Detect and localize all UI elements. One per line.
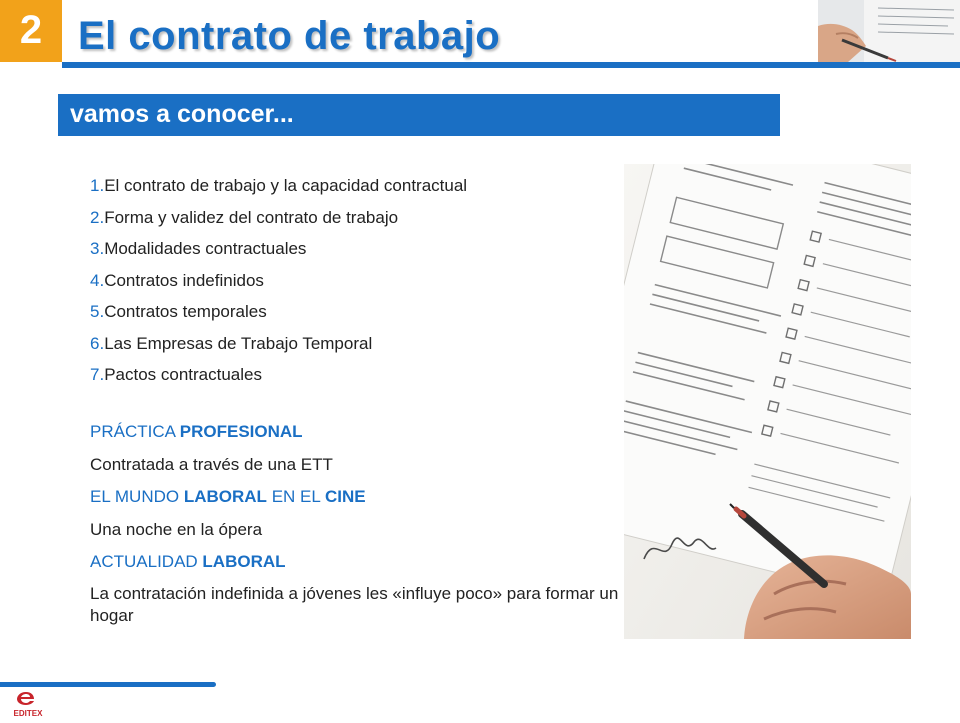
contents-item[interactable] (90, 170, 467, 202)
item-label: Contratos indefinidos (104, 270, 264, 290)
contents-item[interactable] (90, 233, 467, 265)
cine-heading-bold-2: CINE (324, 487, 366, 506)
actualidad-heading (90, 546, 620, 579)
cine-heading (90, 481, 620, 514)
contents-item[interactable] (90, 202, 467, 234)
cine-heading-light-2: EN EL (271, 487, 321, 506)
contents-item[interactable] (90, 265, 467, 297)
section-title: vamos a conocer... (70, 100, 294, 128)
chapter-number: 2 (19, 8, 43, 52)
item-number: 2. (90, 207, 105, 227)
practica-heading-bold: PROFESIONAL (179, 422, 303, 441)
footer-divider (0, 682, 216, 687)
actualidad-heading-bold: LABORAL (202, 552, 286, 571)
cine-heading-light-1: EL MUNDO (90, 487, 180, 506)
header-signing-photo (818, 0, 960, 62)
contents-list (90, 170, 467, 391)
item-number: 1. (90, 176, 105, 195)
item-number: 4. (90, 270, 105, 290)
item-label: El contrato de trabajo y la capacidad contractual (104, 176, 468, 195)
item-label: Las Empresas de Trabajo Temporal (104, 333, 373, 353)
hand-signing-image (818, 0, 960, 62)
practica-heading-light: PRÁCTICA (90, 422, 176, 441)
extra-sections (90, 416, 620, 627)
editex-logo-text: EDITEX (13, 709, 43, 718)
cine-heading-bold-1: LABORAL (183, 487, 267, 506)
item-number: 5. (90, 302, 105, 321)
item-label: Pactos contractuales (104, 365, 262, 384)
item-label: Forma y validez del contrato de trabajo (104, 207, 399, 227)
item-number: 7. (90, 365, 105, 384)
item-number: 6. (90, 333, 105, 353)
practica-heading (90, 416, 620, 449)
cine-link[interactable]: Una noche en la ópera (90, 519, 263, 539)
contents-item[interactable] (90, 359, 467, 391)
chapter-badge (0, 0, 62, 62)
contract-document-photo (624, 164, 911, 639)
item-label: Contratos temporales (104, 302, 267, 321)
actualidad-heading-light: ACTUALIDAD (90, 552, 198, 571)
page-title: El contrato de trabajo (78, 14, 501, 58)
contract-signing-image (624, 164, 911, 639)
editex-logo-icon (6, 690, 50, 718)
contents-item[interactable] (90, 296, 467, 328)
item-label: Modalidades contractuales (104, 239, 307, 258)
practica-link[interactable]: Contratada a través de una ETT (90, 454, 333, 474)
actualidad-link[interactable]: La contratación indefinida a jóvenes les «influye poco» para formar un hogar (90, 583, 619, 625)
editex-logo (6, 690, 50, 718)
section-header-bar (58, 94, 780, 136)
item-number: 3. (90, 239, 105, 258)
contents-item[interactable] (90, 328, 467, 360)
header-divider (62, 62, 960, 68)
